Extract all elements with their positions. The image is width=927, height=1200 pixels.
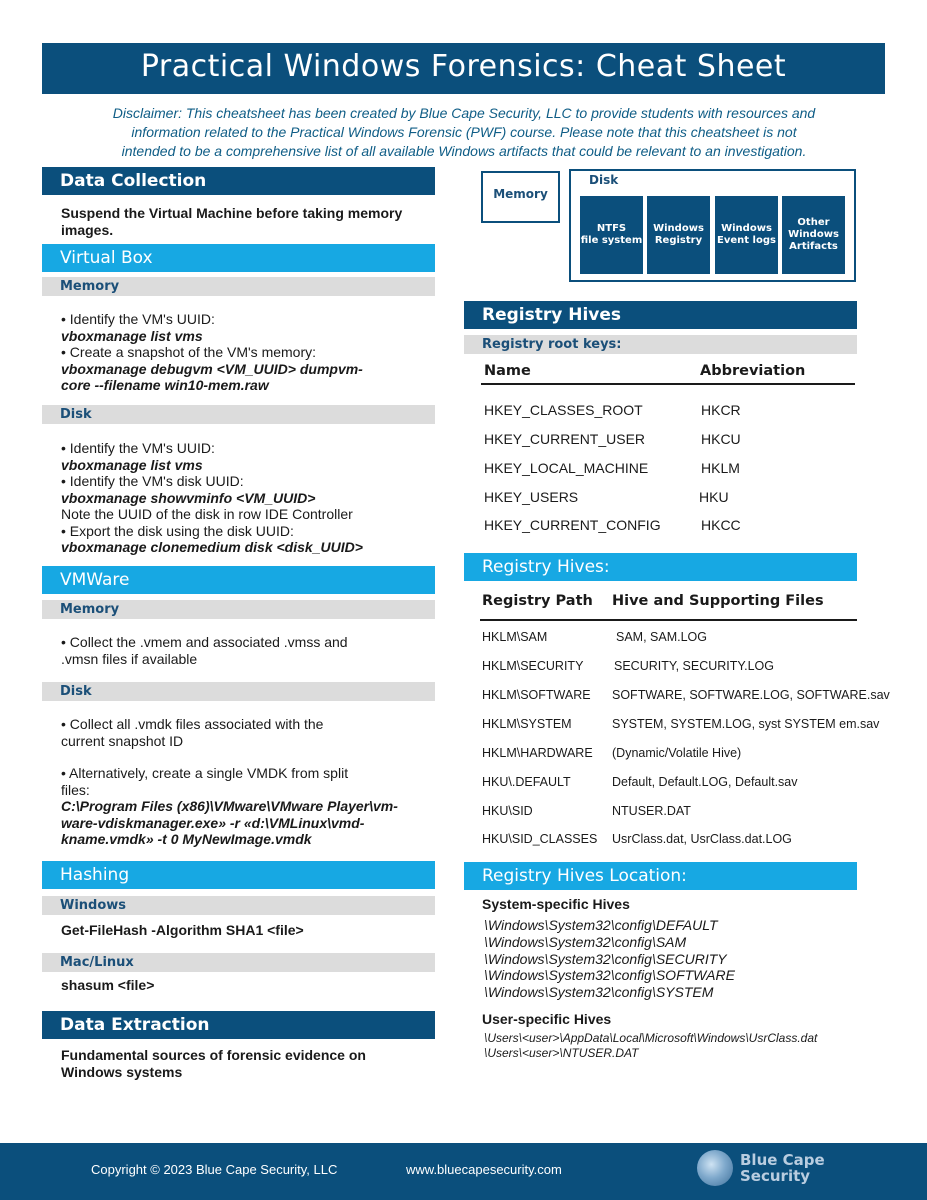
virtualbox-memory-steps <box>61 311 363 394</box>
disclaimer-line: intended to be a comprehensive list of all available Windows artifacts that could be relevant to an investigation. <box>121 143 807 159</box>
hive-files: SAM, SAM.LOG <box>616 630 707 644</box>
hive-files: SECURITY, SECURITY.LOG <box>614 659 774 673</box>
tile-ntfs <box>580 196 643 274</box>
hive-path: HKLM\SYSTEM <box>482 717 572 731</box>
data-extraction-header: Data Extraction <box>42 1011 435 1039</box>
virtualbox-memory-label: Memory <box>42 277 435 296</box>
text-line: • Identify the VM's UUID: <box>61 440 215 456</box>
table-rule <box>481 383 855 385</box>
text-line: • Collect the .vmem and associated .vmss and <box>61 634 348 650</box>
hive-file-path: \Users\<user>\AppData\Local\Microsoft\Windows\UsrClass.dat <box>484 1031 818 1045</box>
hive-file-path: \Users\<user>\NTUSER.DAT <box>484 1046 639 1060</box>
vmware-memory-steps <box>61 634 348 667</box>
root-key-abbr: HKCC <box>701 517 741 533</box>
hive-file-path: \Windows\System32\config\DEFAULT <box>484 917 718 933</box>
hive-path: HKLM\SAM <box>482 630 548 644</box>
logo-line: Security <box>740 1167 811 1185</box>
title-banner <box>42 43 885 94</box>
hive-files: SOFTWARE, SOFTWARE.LOG, SOFTWARE.sav <box>612 688 890 702</box>
vmware-disk-steps <box>61 716 323 749</box>
system-hives-label: System-specific Hives <box>482 896 630 912</box>
text-line: • Export the disk using the disk UUID: <box>61 522 294 539</box>
hive-files: (Dynamic/Volatile Hive) <box>612 746 742 760</box>
command-line: vboxmanage list vms <box>61 456 203 473</box>
command-line: vboxmanage debugvm <VM_UUID> dumpvm- <box>61 360 363 377</box>
root-key-name: HKEY_USERS <box>484 489 579 505</box>
tile-text: Registry <box>654 235 703 246</box>
website-link[interactable]: www.bluecapesecurity.com <box>406 1162 562 1177</box>
tile-text: Windows <box>721 223 772 234</box>
page-title: Practical Windows Forensics: Cheat Sheet <box>140 49 787 84</box>
tile-text: NTFS <box>596 223 627 234</box>
user-hive-paths <box>484 1031 817 1061</box>
hive-path: HKU\SID_CLASSES <box>482 832 598 846</box>
vmware-header: VMWare <box>42 566 435 594</box>
hive-location-header: Registry Hives Location: <box>464 862 857 890</box>
hive-path: HKLM\SOFTWARE <box>482 688 591 702</box>
root-key-abbr: HKLM <box>701 460 740 476</box>
memory-box <box>481 171 560 223</box>
text-line: .vmsn files if available <box>61 650 198 667</box>
logo-line: Blue Cape <box>740 1151 825 1169</box>
text-line: • Identify the VM's disk UUID: <box>61 473 244 489</box>
disclaimer <box>60 104 868 161</box>
disclaimer-line: information related to the Practical Windows Forensic (PWF) course. Please note that this cheatsheet is not <box>131 124 797 140</box>
command-line: vboxmanage clonemedium disk <disk_UUID> <box>61 539 363 555</box>
disclaimer-line: Disclaimer: This cheatsheet has been created by Blue Cape Security, LLC to provide students with resources and <box>112 105 816 121</box>
text-line: current snapshot ID <box>61 732 184 749</box>
text-line: Windows systems <box>61 1063 183 1080</box>
tile-text: file system <box>580 235 643 246</box>
hive-file-path: \Windows\System32\config\SECURITY <box>484 950 727 967</box>
hive-files: Default, Default.LOG, Default.sav <box>612 775 798 789</box>
footer <box>0 1143 927 1200</box>
user-hives-label: User-specific Hives <box>482 1011 612 1027</box>
text-line: Note the UUID of the disk in row IDE Controller <box>61 506 353 522</box>
text-line: • Collect all .vmdk files associated with the <box>61 716 324 732</box>
hashing-windows-label: Windows <box>42 896 435 915</box>
text-line: Suspend the Virtual Machine before taking memory <box>61 205 403 221</box>
root-key-name: HKEY_CURRENT_USER <box>484 431 646 447</box>
root-key-abbr: HKU <box>699 489 729 505</box>
data-extraction-intro <box>61 1047 366 1080</box>
blue-cape-logo-icon <box>697 1150 733 1186</box>
hive-file-path: \Windows\System32\config\SOFTWARE <box>484 967 735 984</box>
command-line: vboxmanage showvminfo <VM_UUID> <box>61 489 316 506</box>
col-registry-path-header: Registry Path <box>482 593 593 609</box>
data-collection-intro <box>61 205 402 238</box>
hashing-mac-cmd: shasum <file> <box>61 977 155 993</box>
text-line: • Create a snapshot of the VM's memory: <box>61 344 317 360</box>
table-rule <box>480 619 857 621</box>
text-line: Fundamental sources of forensic evidence on <box>61 1047 366 1063</box>
text-line: • Identify the VM's UUID: <box>61 311 215 327</box>
hive-path: HKLM\HARDWARE <box>482 746 593 760</box>
root-key-name: HKEY_CLASSES_ROOT <box>484 402 643 418</box>
vmware-memory-label: Memory <box>42 600 435 619</box>
tile-other-artifacts <box>782 196 845 274</box>
tile-registry <box>647 196 710 274</box>
hive-file-path: \Windows\System32\config\SYSTEM <box>484 984 714 1001</box>
root-key-abbr: HKCU <box>701 431 741 447</box>
command-line: core --filename win10-mem.raw <box>61 377 269 393</box>
col-name-header: Name <box>484 363 531 379</box>
root-key-name: HKEY_CURRENT_CONFIG <box>484 517 661 533</box>
hive-files: UsrClass.dat, UsrClass.dat.LOG <box>612 832 792 846</box>
col-hive-files-header: Hive and Supporting Files <box>612 593 824 609</box>
tile-text: Event logs <box>717 235 776 246</box>
system-hive-paths <box>484 917 735 1001</box>
tile-text: Windows <box>788 229 839 240</box>
command-line: C:\Program Files (x86)\VMware\VMware Player\vm- <box>61 798 398 814</box>
registry-root-keys-label: Registry root keys: <box>464 335 857 354</box>
registry-hives-paths-header: Registry Hives: <box>464 553 857 581</box>
tile-text: Other <box>797 217 830 228</box>
hashing-mac-label: Mac/Linux <box>42 953 435 972</box>
root-key-name: HKEY_LOCAL_MACHINE <box>484 460 649 476</box>
text-line: files: <box>61 781 90 798</box>
virtualbox-disk-steps <box>61 440 363 556</box>
copyright-text: Copyright © 2023 Blue Cape Security, LLC <box>91 1162 338 1177</box>
data-collection-header: Data Collection <box>42 167 435 195</box>
hive-path: HKU\SID <box>482 804 533 818</box>
command-line: kname.vmdk» -t 0 MyNewImage.vmdk <box>61 831 312 847</box>
vmware-disk-label: Disk <box>42 682 435 701</box>
hive-path: HKLM\SECURITY <box>482 659 584 673</box>
col-abbreviation-header: Abbreviation <box>700 363 806 379</box>
text-line: images. <box>61 221 114 238</box>
hive-path: HKU\.DEFAULT <box>482 775 571 789</box>
blue-cape-logo-text <box>740 1152 825 1184</box>
hive-file-path: \Windows\System32\config\SAM <box>484 933 687 950</box>
command-line: ware-vdiskmanager.exe» -r «d:\VMLinux\vmd- <box>61 814 365 831</box>
root-key-abbr: HKCR <box>701 402 741 418</box>
hive-files: SYSTEM, SYSTEM.LOG, syst SYSTEM em.sav <box>612 717 880 731</box>
command-line: vboxmanage list vms <box>61 327 203 344</box>
virtualbox-header: Virtual Box <box>42 244 435 272</box>
virtualbox-disk-label: Disk <box>42 405 435 424</box>
tile-event-logs <box>715 196 778 274</box>
disk-box-label: Disk <box>589 173 619 187</box>
memory-box-label: Memory <box>493 187 548 201</box>
vmware-split-steps <box>61 765 398 848</box>
tile-text: Windows <box>653 223 704 234</box>
hashing-windows-cmd: Get-FileHash -Algorithm SHA1 <file> <box>61 922 304 938</box>
text-line: • Alternatively, create a single VMDK from split <box>61 765 349 781</box>
tile-text: Artifacts <box>789 241 838 252</box>
registry-hives-header: Registry Hives <box>464 301 857 329</box>
hive-files: NTUSER.DAT <box>612 804 691 818</box>
hashing-header: Hashing <box>42 861 435 889</box>
